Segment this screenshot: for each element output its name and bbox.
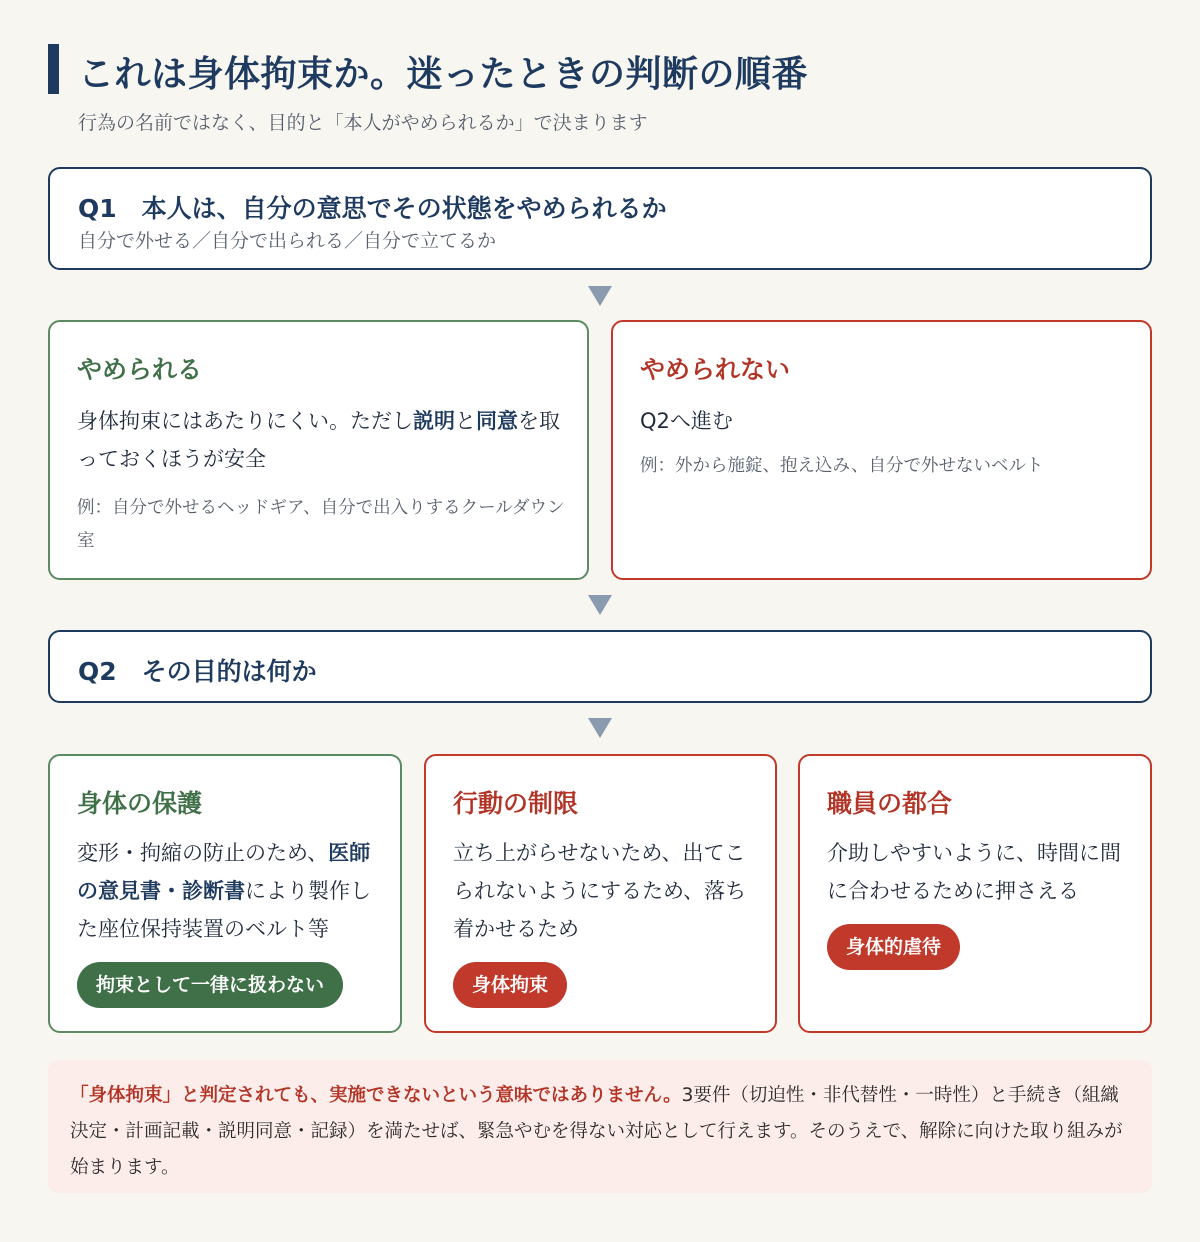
status-badge: 身体的虐待 bbox=[827, 924, 960, 970]
card-can-stop-body-text: 身体拘束にはあたりにくい。ただし bbox=[77, 409, 413, 433]
card-can-stop bbox=[48, 320, 589, 580]
emphasis-explanation: 説明 bbox=[413, 409, 455, 433]
question-2-heading: Q2 その目的は何か bbox=[78, 657, 317, 686]
question-1-box bbox=[48, 167, 1152, 270]
down-arrow-icon bbox=[588, 718, 612, 738]
card-staff-convenience-body: 介助しやすいように、時間に間に合わせるために押さえる bbox=[827, 841, 1121, 903]
note-box bbox=[48, 1060, 1152, 1193]
page-title: これは身体拘束か。迷ったときの判断の順番 bbox=[78, 54, 809, 95]
question-1-subtext: 自分で外せる／自分で出られる／自分で立てるか bbox=[78, 230, 497, 252]
note-emphasis: 「身体拘束」と判定されても、実施できないという意味ではありません。 bbox=[70, 1085, 682, 1106]
card-behavior-restriction bbox=[424, 754, 777, 1033]
status-badge: 身体拘束 bbox=[453, 962, 567, 1008]
title-accent-bar bbox=[48, 44, 59, 94]
card-body-protection-rest: により製作した座位保持装置のベルト等 bbox=[77, 879, 371, 941]
emphasis-separator: ・ bbox=[161, 879, 182, 903]
card-body-protection bbox=[48, 754, 402, 1033]
card-cannot-stop-title: やめられない bbox=[640, 355, 791, 384]
status-badge: 拘束として一律に扱わない bbox=[77, 962, 343, 1008]
card-body-protection-text: 変形・拘縮の防止のため、 bbox=[77, 841, 329, 865]
emphasis-diagnosis: 診断書 bbox=[182, 879, 245, 903]
card-body-protection-title: 身体の保護 bbox=[77, 789, 203, 818]
card-can-stop-example: 例：自分で外せるヘッドギア、自分で出入りするクールダウン室 bbox=[77, 498, 565, 551]
card-cannot-stop-example: 例：外から施錠、抱え込み、自分で外せないベルト bbox=[640, 456, 1044, 476]
card-body-protection-body bbox=[77, 834, 377, 948]
down-arrow-icon bbox=[588, 286, 612, 306]
card-staff-convenience bbox=[798, 754, 1152, 1033]
card-can-stop-body bbox=[77, 402, 567, 478]
down-arrow-icon bbox=[588, 595, 612, 615]
question-2-box bbox=[48, 630, 1152, 703]
card-staff-convenience-title: 職員の都合 bbox=[827, 789, 953, 818]
card-cannot-stop bbox=[611, 320, 1152, 580]
question-1-heading: Q1 本人は、自分の意思でその状態をやめられるか bbox=[78, 194, 667, 223]
note-text: 3要件（切迫性・非代替性・一時性）と手続き（組織決定・計画記載・説明同意・記録）を満たせば、緊急やむを得ない対応として行えます。そのうえで、解除に向けた取り組みが始まります。 bbox=[70, 1085, 1123, 1178]
card-can-stop-body-joiner: と bbox=[455, 409, 476, 433]
card-can-stop-body-rest: を取っておくほうが安全 bbox=[77, 409, 560, 471]
card-can-stop-title: やめられる bbox=[77, 355, 203, 384]
card-behavior-restriction-body: 立ち上がらせないため、出てこられないようにするため、落ち着かせるため bbox=[453, 841, 747, 941]
emphasis-doctor-opinion: 医師の意見書 bbox=[77, 841, 371, 903]
card-cannot-stop-body: Q2へ進む bbox=[640, 409, 733, 433]
card-behavior-restriction-title: 行動の制限 bbox=[453, 789, 579, 818]
emphasis-consent: 同意 bbox=[476, 409, 518, 433]
page-subtitle: 行為の名前ではなく、目的と「本人がやめられるか」で決まります bbox=[78, 112, 648, 134]
